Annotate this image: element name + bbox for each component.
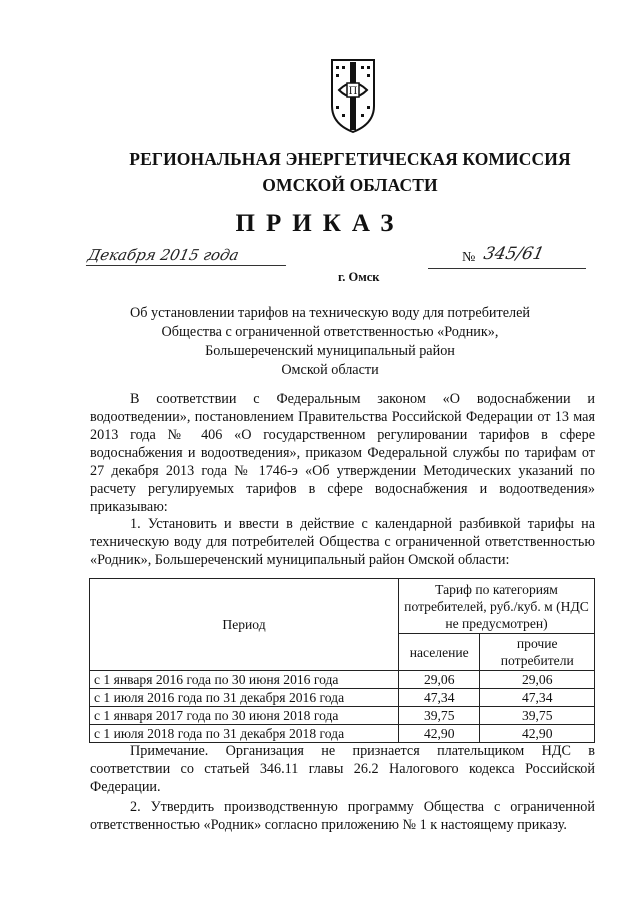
order-subject xyxy=(100,304,560,380)
tariff-header: Тариф по категориям потребителей, руб./куб. м (НДС не предусмотрен) xyxy=(399,579,595,634)
subject-line-4: Омской области xyxy=(281,362,379,378)
population-tariff-cell: 39,75 xyxy=(399,707,480,725)
item-2-text: 2. Утвердить производственную программу Общества с ограниченной ответственностью «Родник» согласно приложению № 1 к настоящему приказу. xyxy=(90,799,595,833)
population-tariff-cell: 29,06 xyxy=(399,671,480,689)
handwritten-order-number: 345/61 xyxy=(481,244,546,264)
subject-line-2: Общества с ограниченной ответственностью «Родник», xyxy=(161,324,499,340)
item-2-paragraph xyxy=(90,798,595,834)
number-underline xyxy=(428,268,586,269)
org-line-1: РЕГИОНАЛЬНАЯ ЭНЕРГЕТИЧЕСКАЯ КОМИССИЯ xyxy=(129,149,571,169)
other-tariff-cell: 42,90 xyxy=(480,725,595,743)
population-tariff-cell: 47,34 xyxy=(399,689,480,707)
handwritten-date: Декабря 2015 года xyxy=(86,246,290,266)
svg-text:П: П xyxy=(348,86,358,97)
period-cell: с 1 января 2017 года по 30 июня 2018 года xyxy=(90,707,399,725)
city-label: г. Омск xyxy=(338,270,380,284)
org-line-2: ОМСКОЙ ОБЛАСТИ xyxy=(262,175,438,195)
note-paragraph xyxy=(90,742,595,796)
subject-line-1: Об установлении тарифов на техническую воду для потребителей xyxy=(130,305,530,321)
other-tariff-cell: 29,06 xyxy=(480,671,595,689)
preamble-text: В соответствии с Федеральным законом «О водоснабжении и водоотведении», постановлением Правительства Российской Федерации от 13 мая 2013 года № 406 «О государственном регулировании тарифов в сфере водоснабжения и водоотведения», приказом Федеральной службы по тарифам от 27 декабря 2013 года № 1746-э «Об утверждении Методических указаний по расчету регулируемых тарифов в сфере водоснабжения и водоотведения» приказываю: xyxy=(90,391,595,515)
population-tariff-cell: 42,90 xyxy=(399,725,480,743)
table-row xyxy=(90,671,595,689)
item-1-paragraph xyxy=(90,515,595,569)
tariff-table xyxy=(89,578,595,743)
period-cell: с 1 июля 2016 года по 31 декабря 2016 года xyxy=(90,689,399,707)
item-1-text: 1. Установить и ввести в действие с календарной разбивкой тарифы на техническую воду для потребителей Общества с ограниченной ответственностью «Родник», Большереченский муниципальный район Омской области: xyxy=(90,516,595,568)
number-label: № xyxy=(462,250,476,265)
population-header: население xyxy=(399,634,480,671)
note-text: Примечание. Организация не признается плательщиком НДС в соответствии со статьей 346.11 главы 26.2 Налогового кодекса Российской Федерации. xyxy=(90,743,595,795)
table-row xyxy=(90,725,595,743)
table-row xyxy=(90,707,595,725)
period-header: Период xyxy=(90,579,399,671)
other-tariff-cell: 47,34 xyxy=(480,689,595,707)
order-title: ПРИКАЗ xyxy=(235,210,405,237)
table-row xyxy=(90,689,595,707)
organization-name xyxy=(60,146,640,198)
preamble-paragraph xyxy=(90,390,595,516)
period-cell: с 1 июля 2018 года по 31 декабря 2018 года xyxy=(90,725,399,743)
period-cell: с 1 января 2016 года по 30 июня 2016 года xyxy=(90,671,399,689)
subject-line-3: Большереченский муниципальный район xyxy=(205,343,455,359)
omsk-coat-of-arms-icon xyxy=(330,56,376,134)
other-tariff-cell: 39,75 xyxy=(480,707,595,725)
other-consumers-header: прочие потребители xyxy=(480,634,595,671)
